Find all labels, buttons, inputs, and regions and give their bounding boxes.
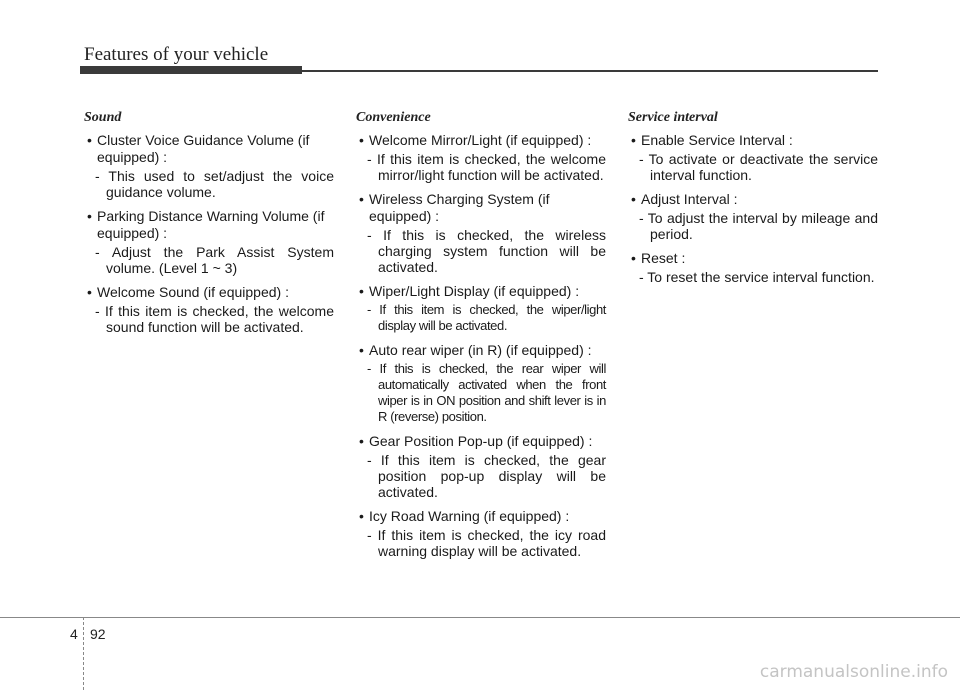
list-item <box>356 283 606 334</box>
page-number: 92 <box>90 626 106 642</box>
item-label: • Icy Road Warning (if equipped) : <box>356 508 606 525</box>
item-detail: - If this item is checked, the wiper/light display will be activated. <box>367 302 606 333</box>
item-label: • Auto rear wiper (in R) (if equipped) : <box>356 342 606 359</box>
item-label: • Gear Position Pop-up (if equipped) : <box>356 433 606 450</box>
item-detail: - This used to set/adjust the voice guidance volume. <box>95 168 334 200</box>
footer-rule <box>0 617 960 618</box>
header-rule-thin <box>300 70 878 72</box>
item-detail: - If this item is checked, the icy road warning display will be activated. <box>367 527 606 559</box>
list-item <box>84 284 334 335</box>
section-title-convenience: Convenience <box>356 110 431 125</box>
footer-divider <box>83 617 85 690</box>
item-label: • Wireless Charging System (if equipped) : <box>356 191 606 225</box>
section-title-sound: Sound <box>84 110 122 125</box>
item-detail: - If this item is checked, the gear position pop-up display will be activated. <box>367 452 606 500</box>
item-detail: - If this is checked, the wireless charging system function will be activated. <box>367 227 606 275</box>
item-detail: - If this item is checked, the welcome mirror/light function will be activated. <box>367 151 606 183</box>
section-title-service-interval: Service interval <box>628 110 718 125</box>
section-sound <box>84 110 334 343</box>
item-label: • Welcome Sound (if equipped) : <box>84 284 334 301</box>
item-label: • Reset : <box>628 250 878 267</box>
item-label: • Welcome Mirror/Light (if equipped) : <box>356 132 606 149</box>
item-detail: - To adjust the interval by mileage and period. <box>639 210 878 242</box>
header-rule-thick <box>80 66 302 74</box>
list-item <box>356 191 606 275</box>
section-service-interval <box>628 110 878 293</box>
item-label: • Cluster Voice Guidance Volume (if equipped) : <box>84 132 334 166</box>
item-detail: - To activate or deactivate the service interval function. <box>639 151 878 183</box>
item-label: • Enable Service Interval : <box>628 132 878 149</box>
item-detail: - Adjust the Park Assist System volume. (Level 1 ~ 3) <box>95 244 334 276</box>
item-detail: - If this item is checked, the welcome sound function will be activated. <box>95 303 334 335</box>
chapter-number: 4 <box>70 626 78 642</box>
item-label: • Adjust Interval : <box>628 191 878 208</box>
list-item <box>356 132 606 183</box>
item-label: • Parking Distance Warning Volume (if equipped) : <box>84 208 334 242</box>
list-item <box>84 208 334 276</box>
list-item <box>84 132 334 200</box>
page-header-title: Features of your vehicle <box>84 44 269 65</box>
list-item <box>628 132 878 183</box>
list-item <box>356 433 606 500</box>
list-item <box>356 342 606 425</box>
list-item <box>356 508 606 559</box>
watermark: carmanualsonline.info <box>759 662 948 682</box>
list-item <box>628 250 878 285</box>
item-detail: - To reset the service interval function. <box>639 269 875 285</box>
item-label: • Wiper/Light Display (if equipped) : <box>356 283 606 300</box>
list-item <box>628 191 878 242</box>
section-convenience <box>356 110 606 567</box>
item-detail: - If this is checked, the rear wiper will automatically activated when the front wiper is in ON position and shift lever is in R (reverse) position. <box>367 361 606 424</box>
